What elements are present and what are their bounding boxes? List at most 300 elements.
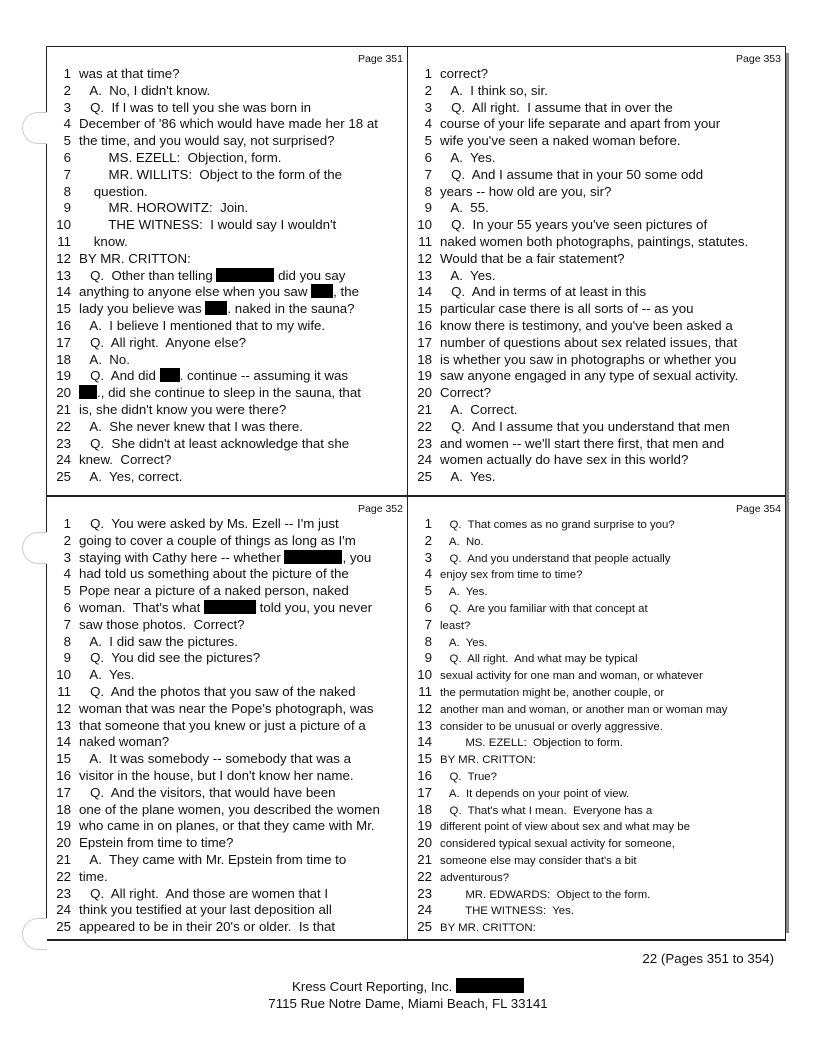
line-text: adventurous? [440, 871, 510, 884]
line-number: 23 [56, 885, 71, 901]
line-number: 18 [417, 351, 432, 367]
line-text: A. Yes. [79, 667, 135, 683]
line-number: 19 [417, 368, 432, 384]
line-text: staying with Cathy here -- whether [79, 549, 285, 565]
line-number: 13 [417, 717, 432, 733]
line-number: 7 [63, 166, 71, 182]
line-number: 24 [56, 452, 71, 468]
line-text: Pope near a picture of a naked person, naked [79, 583, 349, 599]
transcript-line [47, 818, 375, 834]
transcript-line [408, 550, 671, 567]
transcript-line [408, 751, 536, 768]
transcript-line [408, 83, 548, 99]
line-text: A. 55. [440, 200, 489, 216]
transcript-line [47, 419, 303, 435]
line-number: 23 [56, 435, 71, 451]
line-text: MR. HOROWITZ: Join. [79, 200, 249, 216]
transcript-line [47, 583, 349, 599]
line-number: 15 [56, 751, 71, 767]
line-number: 18 [417, 801, 432, 817]
line-text: women actually do have sex in this world? [440, 452, 689, 468]
line-number: 6 [63, 600, 71, 615]
transcript-line [47, 402, 286, 418]
line-text: Correct? [440, 385, 491, 401]
transcript-line [408, 734, 623, 751]
transcript-line [408, 768, 497, 785]
line-text: Q. If I was to tell you she was born in [79, 99, 312, 115]
line-text: Q. She didn't at least acknowledge that she [79, 435, 350, 451]
line-text: Epstein from time to time? [79, 835, 234, 851]
line-number: 19 [417, 818, 432, 834]
line-text: enjoy sex from time to time? [440, 569, 583, 582]
redaction-box [205, 301, 227, 315]
line-number: 6 [424, 150, 432, 165]
line-number: 21 [417, 852, 432, 867]
line-text: A. No, I didn't know. [79, 82, 211, 98]
line-number: 11 [418, 684, 432, 699]
line-text: one of the plane women, you described the women [79, 801, 380, 817]
transcript-line [408, 869, 509, 886]
transcript-line [47, 852, 346, 868]
line-number: 7 [63, 616, 71, 632]
line-text: Q. That's what I mean. Everyone has a [440, 804, 653, 817]
line-text-continued: . naked in the sauna? [227, 301, 355, 317]
line-text: know. [79, 234, 128, 249]
transcript-line [408, 116, 720, 132]
company-line [0, 978, 816, 995]
line-number: 7 [424, 616, 432, 632]
transcript-line [47, 734, 169, 750]
transcript-line [47, 902, 332, 918]
line-text: MR. WILLITS: Object to the form of the [79, 166, 343, 182]
line-text: A. Yes. [440, 586, 488, 599]
line-text-continued: ., did she continue to sleep in the sauna, that [97, 385, 361, 401]
line-text: Q. In your 55 years you've seen pictures of [440, 217, 708, 233]
line-text: anything to anyone else when you saw [79, 284, 312, 300]
line-text: BY MR. CRITTON: [440, 922, 536, 935]
line-text: Q. All right. I assume that in over the [440, 99, 673, 115]
page-title: Page 353 [736, 53, 781, 65]
transcript-line [408, 167, 703, 183]
line-number: 4 [424, 116, 432, 132]
transcript-line [408, 533, 484, 550]
line-number: 9 [63, 200, 71, 216]
line-number: 20 [56, 385, 71, 401]
line-text: BY MR. CRITTON: [79, 250, 191, 266]
line-text: knew. Correct? [79, 452, 172, 468]
line-text: know there is testimony, and you've been asked a [440, 318, 733, 333]
transcript-page-351 [47, 47, 407, 495]
transcript-line [47, 83, 210, 99]
line-text: Q. And I assume that in your 50 some odd [440, 166, 704, 182]
line-text: the time, and you would say, not surprised? [79, 133, 335, 149]
transcript-line [47, 100, 311, 116]
line-number: 13 [417, 267, 432, 283]
transcript-line [408, 818, 690, 835]
line-text: correct? [440, 66, 489, 81]
redaction-box [216, 268, 274, 282]
transcript-line [47, 650, 260, 666]
line-number: 11 [418, 234, 432, 249]
transcript-line [408, 835, 675, 852]
line-text: least? [440, 619, 471, 632]
line-text: A. Yes. [440, 636, 488, 649]
line-number: 7 [424, 166, 432, 182]
transcript-line [408, 600, 648, 617]
line-text: who came in on planes, or that they came with Mr. [79, 818, 375, 834]
transcript-line [47, 318, 325, 334]
redaction-box [204, 600, 256, 614]
transcript-line [47, 634, 238, 650]
line-number: 2 [424, 82, 432, 98]
page-title: Page 354 [736, 503, 781, 515]
line-number: 15 [56, 301, 71, 317]
redaction-box [79, 385, 97, 399]
footer [0, 978, 816, 1012]
line-text: Q. All right. And what may be typical [440, 653, 638, 666]
transcript-line [47, 436, 349, 452]
line-number: 8 [63, 183, 71, 199]
transcript-line [408, 234, 748, 250]
line-number: 3 [63, 549, 71, 565]
transcript-line [47, 667, 134, 683]
line-number: 10 [56, 217, 71, 233]
line-text: Q. And I assume that you understand that men [440, 418, 730, 434]
binder-hole-top [22, 112, 47, 144]
line-number: 23 [417, 435, 432, 451]
line-text: A. Correct. [440, 402, 518, 417]
line-text: THE WITNESS: Yes. [440, 905, 574, 918]
transcript-line [47, 701, 374, 717]
line-text: visitor in the house, but I don't know her name. [79, 768, 354, 783]
line-number: 24 [56, 902, 71, 918]
transcript-line [47, 452, 171, 468]
page-title: Page 352 [358, 503, 403, 515]
line-number: 25 [56, 469, 71, 485]
line-text: Q. And did [79, 368, 160, 384]
line-number: 17 [417, 784, 432, 800]
line-number: 15 [417, 301, 432, 317]
line-number: 20 [417, 835, 432, 851]
line-number: 10 [417, 217, 432, 233]
transcript-line [408, 566, 582, 583]
line-number: 23 [417, 885, 432, 901]
company-address: 7115 Rue Notre Dame, Miami Beach, FL 33141 [268, 996, 548, 1011]
transcript-line [408, 718, 663, 735]
binder-hole-middle [22, 532, 47, 564]
transcript-line [408, 251, 625, 267]
line-text: course of your life separate and apart from your [440, 116, 721, 132]
line-text: THE WITNESS: I would say I wouldn't [79, 217, 337, 233]
line-number: 6 [63, 150, 71, 165]
page-range: 22 (Pages 351 to 354) [642, 951, 774, 966]
line-text: considered typical sexual activity for someone, [440, 838, 675, 851]
transcript-line [408, 352, 736, 368]
line-number: 17 [56, 784, 71, 800]
line-text: Would that be a fair statement? [440, 250, 625, 266]
transcript-line [408, 516, 675, 533]
transcript-line [47, 335, 246, 351]
line-text: A. I think so, sir. [440, 82, 548, 98]
transcript-frame [46, 46, 786, 941]
transcript-line [47, 284, 359, 300]
line-text: naked women both photographs, paintings, statutes. [440, 234, 749, 249]
transcript-line [47, 352, 130, 368]
line-number: 3 [424, 549, 432, 565]
transcript-line [47, 516, 339, 532]
line-number: 6 [424, 600, 432, 615]
line-text: A. They came with Mr. Epstein from time to [79, 852, 347, 867]
transcript-line [47, 869, 108, 885]
line-number: 24 [417, 452, 432, 468]
line-number: 8 [424, 633, 432, 649]
transcript-line [47, 469, 182, 485]
transcript-line [408, 335, 737, 351]
line-text: is whether you saw in photographs or whether you [440, 351, 737, 367]
transcript-line [408, 583, 488, 600]
line-text: Q. And you understand that people actually [440, 552, 671, 565]
redaction-box [456, 978, 524, 993]
transcript-line [47, 684, 355, 700]
line-text: saw those photos. Correct? [79, 616, 245, 632]
redaction-box [160, 368, 180, 382]
line-number: 17 [56, 334, 71, 350]
transcript-line [47, 785, 335, 801]
line-number: 10 [417, 667, 432, 683]
line-number: 13 [56, 267, 71, 283]
line-number: 16 [417, 768, 432, 783]
line-number: 1 [424, 66, 432, 81]
transcript-line [408, 133, 681, 149]
line-number: 5 [63, 583, 71, 599]
line-number: 1 [63, 66, 71, 81]
line-number: 8 [424, 183, 432, 199]
transcript-line [47, 886, 328, 902]
transcript-line [47, 184, 148, 200]
line-number: 22 [56, 868, 71, 884]
transcript-line [47, 217, 336, 233]
line-text: lady you believe was [79, 301, 206, 317]
transcript-line [47, 802, 380, 818]
line-number: 1 [63, 516, 71, 531]
line-text: Q. And the photos that you saw of the naked [79, 684, 356, 699]
line-text: BY MR. CRITTON: [440, 754, 536, 767]
line-number: 12 [417, 250, 432, 266]
line-text: MR. EDWARDS: Object to the form. [440, 888, 651, 901]
line-number: 2 [424, 532, 432, 548]
transcript-line [47, 133, 335, 149]
transcript-line [408, 385, 491, 401]
line-text: Q. True? [440, 771, 497, 783]
transcript-line [47, 566, 349, 582]
transcript-line [47, 251, 191, 267]
line-number: 2 [63, 532, 71, 548]
line-number: 3 [424, 99, 432, 115]
transcript-line [47, 368, 348, 384]
transcript-line [408, 318, 733, 334]
binder-hole-bottom [22, 918, 47, 950]
transcript-page-352 [47, 497, 407, 939]
transcript-line [408, 919, 536, 936]
line-number: 16 [417, 318, 432, 333]
line-text: someone else may consider that's a bit [440, 855, 637, 867]
line-number: 12 [56, 700, 71, 716]
transcript-line [47, 150, 281, 166]
line-text: particular case there is all sorts of -- as you [440, 301, 694, 317]
transcript-line [408, 150, 495, 166]
transcript-line [47, 66, 180, 82]
transcript-line [47, 835, 233, 851]
transcript-line [47, 268, 345, 284]
line-number: 16 [56, 768, 71, 783]
transcript-line [408, 100, 673, 116]
line-text: Q. Other than telling [79, 267, 217, 283]
line-text-continued: did you say [274, 267, 346, 283]
line-number: 14 [417, 284, 432, 300]
line-number: 5 [424, 133, 432, 149]
transcript-line [408, 886, 650, 903]
line-text: Q. That comes as no grand surprise to you? [440, 519, 675, 531]
transcript-line [408, 419, 730, 435]
transcript-line [408, 452, 688, 468]
line-text-continued: told you, you never [255, 600, 373, 615]
line-number: 22 [417, 868, 432, 884]
line-number: 20 [417, 385, 432, 401]
line-text: years -- how old are you, sir? [440, 183, 612, 199]
transcript-line [408, 667, 703, 684]
line-number: 19 [56, 368, 71, 384]
transcript-line [408, 617, 470, 634]
line-text: sexual activity for one man and woman, or whatever [440, 670, 703, 683]
line-text: A. No. [79, 351, 130, 367]
line-text: A. It depends on your point of view. [440, 787, 630, 800]
page-title: Page 351 [358, 53, 403, 65]
transcript-line [47, 751, 351, 767]
line-text: Q. Are you familiar with that concept at [440, 603, 648, 615]
transcript-line [408, 902, 574, 919]
transcript-line [408, 200, 489, 216]
transcript-line [408, 66, 488, 82]
line-text: question. [79, 183, 148, 199]
line-number: 9 [63, 650, 71, 666]
line-number: 4 [424, 566, 432, 582]
transcript-page-354 [408, 497, 785, 939]
line-text: A. Yes. [440, 150, 496, 165]
line-text: December of '86 which would have made her 18 at [79, 116, 378, 132]
line-text: A. She never knew that I was there. [79, 418, 303, 434]
line-number: 3 [63, 99, 71, 115]
line-text: going to cover a couple of things as long as I'm [79, 532, 356, 548]
line-number: 4 [63, 566, 71, 582]
transcript-page-353 [408, 47, 785, 495]
line-text: A. No. [440, 535, 484, 548]
line-number: 12 [417, 700, 432, 716]
transcript-line [47, 301, 355, 317]
transcript-line [408, 268, 495, 284]
line-number: 24 [417, 902, 432, 918]
transcript-line [408, 301, 693, 317]
line-text: Q. And in terms of at least in this [440, 284, 647, 300]
line-text-continued: , you [342, 549, 372, 565]
line-text: consider to be unusual or overly aggressive. [440, 720, 663, 733]
line-text: Q. And the visitors, that would have been [79, 784, 336, 800]
line-text: that someone that you knew or just a picture of a [79, 717, 366, 733]
transcript-line [47, 116, 378, 132]
line-text: the permutation might be, another couple, or [440, 687, 665, 699]
transcript-line [408, 184, 611, 200]
transcript-line [408, 284, 646, 300]
line-text: A. I did saw the pictures. [79, 633, 238, 649]
line-number: 9 [424, 650, 432, 666]
line-number: 15 [417, 751, 432, 767]
transcript-line [47, 234, 128, 250]
line-text: had told us something about the picture of the [79, 566, 349, 582]
line-text: and women -- we'll start there first, that men and [440, 435, 725, 451]
line-number: 1 [424, 516, 432, 531]
line-number: 2 [63, 82, 71, 98]
transcript-line [408, 436, 724, 452]
line-text: Q. All right. Anyone else? [79, 334, 247, 350]
line-number: 22 [56, 418, 71, 434]
transcript-line [47, 385, 361, 401]
line-number: 14 [417, 734, 432, 750]
transcript-line [408, 368, 738, 384]
line-text: saw anyone engaged in any type of sexual activity. [440, 368, 739, 384]
line-text: A. Yes, correct. [79, 469, 183, 485]
redaction-box [284, 550, 342, 564]
line-number: 13 [56, 717, 71, 733]
line-text: think you testified at your last deposition all [79, 902, 332, 918]
transcript-line [408, 852, 637, 869]
transcript-line [408, 684, 664, 701]
transcript-line [47, 200, 248, 216]
transcript-line [408, 469, 495, 485]
line-text: another man and woman, or another man or woman may [440, 703, 728, 716]
line-number: 5 [63, 133, 71, 149]
transcript-line [47, 718, 366, 734]
line-text: was at that time? [79, 66, 180, 81]
transcript-line [408, 217, 707, 233]
transcript-line [47, 600, 372, 616]
line-number: 16 [56, 318, 71, 333]
redaction-box [311, 284, 333, 298]
line-number: 10 [56, 667, 71, 683]
line-text: is, she didn't know you were there? [79, 402, 287, 417]
line-number: 5 [424, 583, 432, 599]
line-number: 20 [56, 835, 71, 851]
line-number: 22 [417, 418, 432, 434]
line-number: 14 [56, 284, 71, 300]
line-number: 11 [57, 684, 71, 699]
company-name: Kress Court Reporting, Inc. [291, 979, 453, 994]
line-number: 18 [56, 801, 71, 817]
line-number: 8 [63, 633, 71, 649]
line-text: A. Yes. [440, 267, 496, 283]
line-number: 19 [56, 818, 71, 834]
line-text: woman. That's what [79, 600, 204, 615]
line-number: 11 [57, 234, 71, 249]
line-text: MS. EZELL: Objection to form. [440, 737, 623, 750]
line-text: time. [79, 868, 108, 884]
line-text: naked woman? [79, 734, 170, 750]
line-text: Q. You were asked by Ms. Ezell -- I'm just [79, 516, 339, 531]
line-text: Q. You did see the pictures? [79, 650, 261, 666]
line-text: number of questions about sex related issues, that [440, 334, 738, 350]
line-number: 25 [417, 469, 432, 485]
transcript-line [408, 802, 652, 819]
line-text: A. I believe I mentioned that to my wife. [79, 318, 326, 333]
line-number: 9 [424, 200, 432, 216]
